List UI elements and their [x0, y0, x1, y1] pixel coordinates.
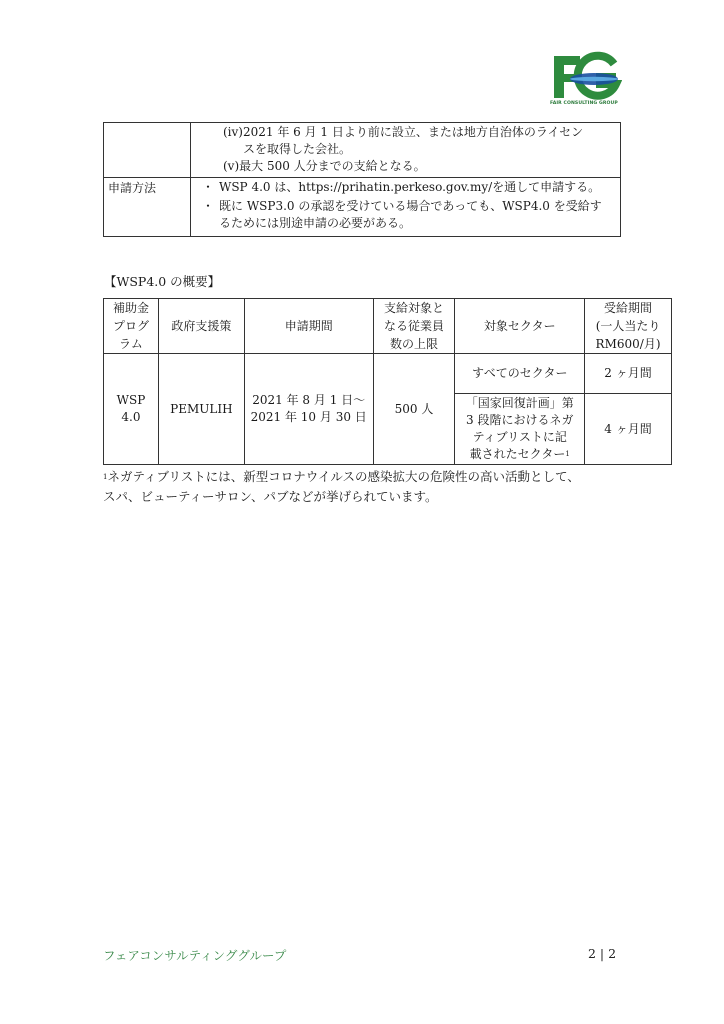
row-label-application: 申請方法	[104, 178, 191, 237]
page-number: 2 | 2	[588, 946, 617, 961]
separate-application-line2: るためには別途申請の必要がある。	[219, 216, 412, 230]
header-duration: 受給期間 (一人当たり RM600/月)	[585, 299, 672, 354]
section-title: 【WSP4.0 の概要】	[104, 274, 221, 289]
table-row	[104, 178, 621, 237]
list-item	[197, 179, 616, 196]
separate-application-text	[219, 198, 602, 232]
cell-limit: 500 人	[373, 354, 455, 465]
eligibility-table	[103, 122, 621, 237]
cell-sector-negative-list: 「国家回復計画」第 3 段階におけるネガ ティブリストに記 載されたセクター$^1$	[455, 394, 585, 465]
cell-support: PEMULIH	[158, 354, 244, 465]
footnote-ref: 1	[565, 450, 570, 458]
footnote	[103, 467, 663, 507]
header-program: 補助金 プログ ラム	[104, 299, 159, 354]
wsp-overview-table	[103, 298, 672, 465]
row-content	[191, 178, 621, 237]
application-url-text: WSP 4.0 は、https://prihatin.perkeso.gov.my/を通して申請する。	[219, 180, 601, 194]
footnote-line1: ネガティブリストには、新型コロナウイルスの感染拡大の危険性の高い活動として、	[107, 469, 580, 484]
cell-duration-4months: 4 ヶ月間	[585, 394, 672, 465]
logo-text: FAIR CONSULTING GROUP	[550, 101, 618, 106]
table-row	[104, 354, 672, 394]
condition-iv-line2: スを取得した会社。	[243, 142, 352, 156]
footnote-line2: スパ、ビューティーサロン、パブなどが挙げられています。	[103, 489, 438, 504]
separate-application-line1: 既に WSP3.0 の承認を受けている場合であっても、WSP4.0 を受給す	[219, 199, 602, 213]
cell-program: WSP 4.0	[104, 354, 159, 465]
footer-company-name: フェアコンサルティンググループ	[103, 948, 287, 963]
footnote-number: 1	[103, 473, 108, 481]
header-period: 申請期間	[244, 299, 373, 354]
cell-period: 2021 年 8 月 1 日～ 2021 年 10 月 30 日	[244, 354, 373, 465]
bullet-icon: ・	[201, 180, 214, 194]
condition-iv-line1: (iv)2021 年 6 月 1 日より前に設立、または地方自治体のライセン	[223, 125, 584, 139]
header-limit: 支給対象と なる従業員 数の上限	[373, 299, 455, 354]
row-label	[104, 123, 191, 178]
cell-sector-all: すべてのセクター	[455, 354, 585, 394]
header-support: 政府支援策	[158, 299, 244, 354]
logo-globe	[570, 73, 618, 85]
table-header-row	[104, 299, 672, 354]
cell-duration-2months: 2 ヶ月間	[585, 354, 672, 394]
list-item	[197, 198, 616, 232]
bullet-icon: ・	[201, 199, 214, 213]
table-row	[104, 123, 621, 178]
condition-v: (v)最大 500 人分までの支給となる。	[223, 159, 426, 173]
header-sector: 対象セクター	[455, 299, 585, 354]
row-content	[191, 123, 621, 178]
